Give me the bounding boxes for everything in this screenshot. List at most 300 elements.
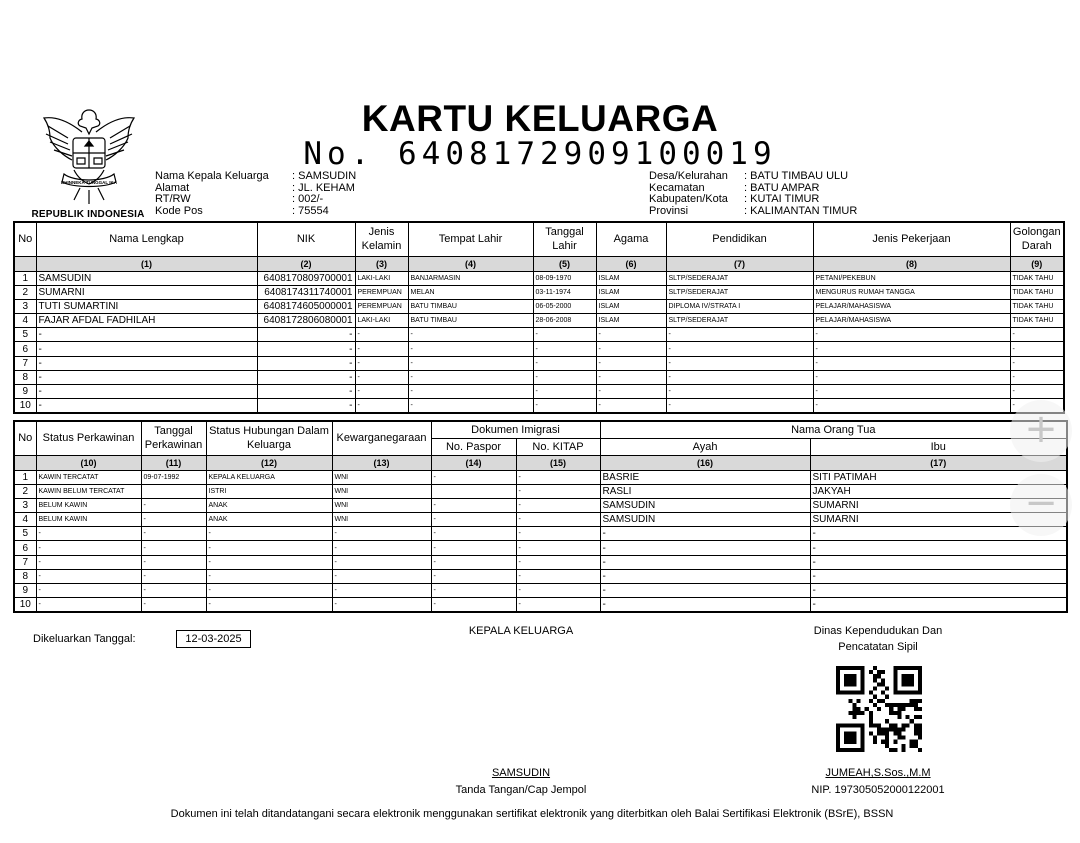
- col-header-mother: Ibu: [810, 438, 1067, 455]
- marriage-date: -: [141, 527, 206, 541]
- emblem-caption: REPUBLIK INDONESIA: [31, 209, 145, 220]
- citizenship: WNI: [332, 470, 431, 484]
- qr-module: [910, 674, 914, 678]
- member-nik: -: [257, 328, 355, 342]
- row-number: 10: [14, 399, 36, 414]
- col-header-no: No: [14, 421, 36, 455]
- qr-module: [918, 707, 922, 711]
- qr-module: [902, 691, 906, 695]
- qr-module: [844, 674, 848, 678]
- table-row: [14, 498, 1067, 512]
- qr-module: [902, 723, 906, 727]
- member-education: -: [666, 328, 813, 342]
- qr-module: [873, 674, 877, 678]
- marital-status: -: [36, 555, 141, 569]
- member-blood-type: TIDAK TAHU: [1010, 285, 1064, 299]
- family-relation: ANAK: [206, 498, 332, 512]
- table-row: [14, 541, 1067, 555]
- member-education: SLTP/SEDERAJAT: [666, 285, 813, 299]
- member-gender: PEREMPUAN: [355, 285, 408, 299]
- col-header-marriage-date: Tanggal Perkawinan: [141, 421, 206, 455]
- member-birthdate: 06-05-2000: [533, 299, 596, 313]
- row-number: 9: [14, 584, 36, 598]
- member-religion: -: [596, 342, 666, 356]
- qr-module: [877, 707, 881, 711]
- electronic-signature-note: Dokumen ini telah ditandatangani secara elektronik menggunakan sertifikat elektronik yang diterbitkan oleh Balai Sertifikasi Elektronik (BSrE), BSSN: [170, 808, 894, 820]
- qr-module: [852, 740, 856, 744]
- member-gender: -: [355, 399, 408, 414]
- member-religion: -: [596, 385, 666, 399]
- qr-module: [906, 715, 910, 719]
- qr-module: [918, 732, 922, 736]
- qr-module: [873, 686, 877, 690]
- table-row: [14, 385, 1064, 399]
- mother-name: -: [810, 555, 1067, 569]
- qr-module: [836, 736, 840, 740]
- info-row-regency: [649, 194, 857, 206]
- family-relation: ANAK: [206, 513, 332, 527]
- father-name: -: [600, 584, 810, 598]
- qr-module: [836, 686, 840, 690]
- member-education: -: [666, 399, 813, 414]
- member-birthdate: -: [533, 328, 596, 342]
- row-number: 3: [14, 498, 36, 512]
- table-row: [14, 356, 1064, 370]
- qr-module: [852, 666, 856, 670]
- qr-module: [914, 703, 918, 707]
- member-religion: ISLAM: [596, 299, 666, 313]
- qr-module: [889, 748, 893, 752]
- col-header-marital-status: Status Perkawinan: [36, 421, 141, 455]
- qr-module: [861, 740, 865, 744]
- qr-module: [852, 723, 856, 727]
- marital-status: -: [36, 569, 141, 583]
- passport-number: -: [431, 569, 516, 583]
- qr-module: [848, 674, 852, 678]
- member-birthplace: -: [408, 399, 533, 414]
- member-occupation: -: [813, 399, 1010, 414]
- qr-module: [848, 666, 852, 670]
- member-birthplace: BATU TIMBAU: [408, 314, 533, 328]
- qr-module: [848, 748, 852, 752]
- col-number: (6): [596, 256, 666, 271]
- father-name: -: [600, 569, 810, 583]
- member-birthdate: -: [533, 385, 596, 399]
- qr-module: [893, 740, 897, 744]
- info-value: : JL. KEHAM: [292, 181, 355, 194]
- col-number: (1): [36, 256, 257, 271]
- qr-module: [885, 732, 889, 736]
- qr-module: [918, 748, 922, 752]
- qr-module: [910, 744, 914, 748]
- family-status-body: [14, 470, 1067, 612]
- mother-name: -: [810, 569, 1067, 583]
- info-value: : BATU TIMBAU ULU: [744, 170, 849, 182]
- member-birthplace: -: [408, 356, 533, 370]
- qr-module: [869, 719, 873, 723]
- qr-module: [881, 678, 885, 682]
- marital-status: BELUM KAWIN: [36, 498, 141, 512]
- table-row: [14, 285, 1064, 299]
- row-number: 6: [14, 541, 36, 555]
- father-name: -: [600, 527, 810, 541]
- qr-module: [902, 674, 906, 678]
- qr-module: [885, 695, 889, 699]
- col-header-birthplace: Tempat Lahir: [408, 222, 533, 256]
- member-name: FAJAR AFDAL FADHILAH: [36, 314, 257, 328]
- citizenship: WNI: [332, 498, 431, 512]
- marital-status: BELUM KAWIN: [36, 513, 141, 527]
- qr-module: [852, 748, 856, 752]
- qr-module: [861, 732, 865, 736]
- family-relation: ISTRI: [206, 484, 332, 498]
- qr-module: [861, 723, 865, 727]
- qr-module: [885, 703, 889, 707]
- qr-module: [836, 670, 840, 674]
- qr-module: [918, 678, 922, 682]
- signature-caption: Tanda Tangan/Cap Jempol: [455, 784, 587, 796]
- qr-module: [910, 682, 914, 686]
- passport-number: -: [431, 584, 516, 598]
- qr-module: [848, 691, 852, 695]
- qr-module: [877, 723, 881, 727]
- zoom-out-button[interactable]: −: [1010, 474, 1072, 536]
- qr-module: [873, 678, 877, 682]
- member-birthdate: -: [533, 370, 596, 384]
- member-gender: LAKI-LAKI: [355, 314, 408, 328]
- citizenship: -: [332, 598, 431, 613]
- qr-module: [906, 703, 910, 707]
- table-row: [14, 584, 1067, 598]
- citizenship: -: [332, 569, 431, 583]
- qr-module: [844, 736, 848, 740]
- kitap-number: -: [516, 541, 600, 555]
- qr-module: [902, 748, 906, 752]
- qr-module: [885, 686, 889, 690]
- document-title: KARTU KELUARGA: [361, 98, 719, 139]
- citizenship: -: [332, 555, 431, 569]
- father-name: RASLI: [600, 484, 810, 498]
- qr-module: [877, 732, 881, 736]
- qr-module: [856, 723, 860, 727]
- member-blood-type: -: [1010, 342, 1064, 356]
- member-birthdate: -: [533, 356, 596, 370]
- row-number: 10: [14, 598, 36, 613]
- mother-name: -: [810, 541, 1067, 555]
- qr-module: [836, 727, 840, 731]
- qr-module: [897, 727, 901, 731]
- col-number: (15): [516, 455, 600, 470]
- citizenship: -: [332, 541, 431, 555]
- row-number: 4: [14, 314, 36, 328]
- member-occupation: -: [813, 342, 1010, 356]
- col-header-family-relation: Status Hubungan Dalam Keluarga: [206, 421, 332, 455]
- row-number: 8: [14, 370, 36, 384]
- family-info-left: [155, 171, 356, 217]
- qr-module: [902, 744, 906, 748]
- member-birthdate: 08-09-1970: [533, 271, 596, 285]
- qr-module: [889, 727, 893, 731]
- info-label: Desa/Kelurahan: [649, 170, 728, 182]
- marital-status: KAWIN TERCATAT: [36, 470, 141, 484]
- marital-status: -: [36, 584, 141, 598]
- member-occupation: -: [813, 356, 1010, 370]
- citizenship: WNI: [332, 484, 431, 498]
- kitap-number: -: [516, 527, 600, 541]
- mother-name: JAKYAH: [810, 484, 1067, 498]
- qr-module: [865, 707, 869, 711]
- zoom-in-button[interactable]: +: [1010, 400, 1072, 462]
- head-of-family-name: SAMSUDIN: [491, 767, 551, 779]
- col-number: (10): [36, 455, 141, 470]
- qr-module: [869, 691, 873, 695]
- qr-module: [893, 727, 897, 731]
- member-name: -: [36, 342, 257, 356]
- row-number: 1: [14, 271, 36, 285]
- qr-module: [897, 736, 901, 740]
- col-number: (16): [600, 455, 810, 470]
- member-gender: -: [355, 356, 408, 370]
- qr-module: [893, 682, 897, 686]
- col-number: (5): [533, 256, 596, 271]
- member-gender: PEREMPUAN: [355, 299, 408, 313]
- qr-module: [906, 691, 910, 695]
- qr-module: [897, 732, 901, 736]
- col-header-nik: NIK: [257, 222, 355, 256]
- info-value: : KALIMANTAN TIMUR: [744, 204, 858, 217]
- qr-module: [877, 699, 881, 703]
- col-number-blank: [14, 256, 36, 271]
- qr-module: [897, 703, 901, 707]
- member-blood-type: -: [1010, 356, 1064, 370]
- qr-module: [914, 732, 918, 736]
- office-name-line2: Pencatatan Sipil: [838, 641, 918, 653]
- table-row: [14, 555, 1067, 569]
- qr-module: [918, 666, 922, 670]
- qr-module: [910, 719, 914, 723]
- col-number: (14): [431, 455, 516, 470]
- citizenship: -: [332, 584, 431, 598]
- table-row: [14, 370, 1064, 384]
- qr-module: [861, 748, 865, 752]
- member-occupation: PETANI/PEKEBUN: [813, 271, 1010, 285]
- qr-module: [844, 682, 848, 686]
- qr-module: [881, 740, 885, 744]
- member-birthplace: -: [408, 342, 533, 356]
- qr-module: [906, 678, 910, 682]
- qr-module: [840, 666, 844, 670]
- qr-module: [856, 691, 860, 695]
- member-occupation: -: [813, 385, 1010, 399]
- qr-module: [844, 748, 848, 752]
- qr-code: [836, 666, 922, 752]
- row-number: 3: [14, 299, 36, 313]
- qr-module: [848, 699, 852, 703]
- member-birthplace: MELAN: [408, 285, 533, 299]
- qr-module: [902, 736, 906, 740]
- qr-module: [910, 678, 914, 682]
- info-value: : 75554: [292, 204, 329, 217]
- marriage-date: -: [141, 598, 206, 613]
- qr-module: [852, 707, 856, 711]
- col-number: (3): [355, 256, 408, 271]
- info-row-rtrw: [155, 194, 356, 206]
- table-row: [14, 484, 1067, 498]
- info-label: RT/RW: [155, 193, 191, 205]
- col-number: (8): [813, 256, 1010, 271]
- marriage-date: -: [141, 541, 206, 555]
- mother-name: -: [810, 527, 1067, 541]
- member-birthdate: 28-06-2008: [533, 314, 596, 328]
- family-relation: -: [206, 598, 332, 613]
- qr-module: [914, 723, 918, 727]
- qr-module: [861, 686, 865, 690]
- kitap-number: -: [516, 484, 600, 498]
- info-value: : 002/-: [292, 193, 324, 205]
- qr-module: [848, 682, 852, 686]
- col-number: (4): [408, 256, 533, 271]
- qr-module: [889, 711, 893, 715]
- passport-number: -: [431, 527, 516, 541]
- passport-number: -: [431, 541, 516, 555]
- member-blood-type: -: [1010, 385, 1064, 399]
- member-occupation: PELAJAR/MAHASISWA: [813, 299, 1010, 313]
- qr-module: [893, 674, 897, 678]
- table-row: [14, 314, 1064, 328]
- qr-module: [914, 715, 918, 719]
- qr-module: [914, 744, 918, 748]
- passport-number: -: [431, 470, 516, 484]
- table-row: [14, 299, 1064, 313]
- member-name: SUMARNI: [36, 285, 257, 299]
- col-header-immigration-docs: Dokumen Imigrasi: [431, 421, 600, 438]
- qr-module: [914, 727, 918, 731]
- qr-module: [873, 703, 877, 707]
- qr-module: [844, 732, 848, 736]
- member-education: DIPLOMA IV/STRATA I: [666, 299, 813, 313]
- qr-module: [873, 695, 877, 699]
- citizenship: -: [332, 527, 431, 541]
- qr-module: [906, 682, 910, 686]
- col-header-blood-type: Golongan Darah: [1010, 222, 1064, 256]
- member-religion: -: [596, 356, 666, 370]
- info-label: Kode Pos: [155, 204, 203, 217]
- qr-module: [885, 719, 889, 723]
- info-row-postcode: [155, 206, 356, 218]
- kitap-number: -: [516, 470, 600, 484]
- father-name: -: [600, 541, 810, 555]
- qr-module: [840, 691, 844, 695]
- father-name: SAMSUDIN: [600, 498, 810, 512]
- member-education: SLTP/SEDERAJAT: [666, 271, 813, 285]
- member-religion: -: [596, 328, 666, 342]
- info-label: Kabupaten/Kota: [649, 193, 728, 205]
- qr-module: [910, 703, 914, 707]
- qr-module: [852, 736, 856, 740]
- marriage-date: -: [141, 555, 206, 569]
- qr-module: [918, 670, 922, 674]
- col-number: (2): [257, 256, 355, 271]
- member-gender: -: [355, 385, 408, 399]
- qr-module: [910, 691, 914, 695]
- kitap-number: -: [516, 555, 600, 569]
- qr-module: [856, 666, 860, 670]
- col-header-gender: Jenis Kelamin: [355, 222, 408, 256]
- table-row: [14, 328, 1064, 342]
- mother-name: SUMARNI: [810, 513, 1067, 527]
- member-name: -: [36, 370, 257, 384]
- marital-status: -: [36, 541, 141, 555]
- col-header-name: Nama Lengkap: [36, 222, 257, 256]
- member-name: TUTI SUMARTINI: [36, 299, 257, 313]
- table-row: [14, 399, 1064, 414]
- member-nik: 6408172806080001: [257, 314, 355, 328]
- qr-module: [836, 723, 840, 727]
- qr-module: [848, 723, 852, 727]
- col-number: (13): [332, 455, 431, 470]
- qr-module: [893, 703, 897, 707]
- qr-module: [852, 703, 856, 707]
- col-header-no: No: [14, 222, 36, 256]
- member-birthplace: BANJARMASIN: [408, 271, 533, 285]
- row-number: 2: [14, 484, 36, 498]
- qr-module: [852, 682, 856, 686]
- father-name: -: [600, 555, 810, 569]
- member-blood-type: TIDAK TAHU: [1010, 271, 1064, 285]
- family-relation: -: [206, 541, 332, 555]
- official-nip: NIP. 197305052000122001: [811, 784, 945, 796]
- qr-module: [914, 666, 918, 670]
- member-birthplace: BATU TIMBAU: [408, 299, 533, 313]
- table-row: [14, 513, 1067, 527]
- qr-module: [885, 736, 889, 740]
- qr-module: [885, 744, 889, 748]
- qr-module: [918, 699, 922, 703]
- info-value: : SAMSUDIN: [292, 170, 357, 182]
- qr-module: [848, 732, 852, 736]
- marriage-date: -: [141, 498, 206, 512]
- qr-module: [869, 732, 873, 736]
- info-label: Nama Kepala Keluarga: [155, 170, 269, 182]
- member-occupation: -: [813, 370, 1010, 384]
- info-row-province: [649, 206, 857, 218]
- qr-module: [873, 666, 877, 670]
- row-number: 5: [14, 328, 36, 342]
- qr-module: [906, 674, 910, 678]
- qr-module: [881, 691, 885, 695]
- marriage-date: 09-07-1992: [141, 470, 206, 484]
- qr-module: [897, 715, 901, 719]
- kitap-number: -: [516, 598, 600, 613]
- marriage-date: -: [141, 584, 206, 598]
- qr-module: [844, 678, 848, 682]
- col-header-birthdate: Tanggal Lahir: [533, 222, 596, 256]
- qr-module: [910, 666, 914, 670]
- col-header-father: Ayah: [600, 438, 810, 455]
- qr-module: [902, 666, 906, 670]
- row-number: 4: [14, 513, 36, 527]
- qr-module: [885, 727, 889, 731]
- mother-name: SUMARNI: [810, 498, 1067, 512]
- table-row: [14, 470, 1067, 484]
- qr-module: [889, 723, 893, 727]
- qr-module: [918, 682, 922, 686]
- kitap-number: -: [516, 498, 600, 512]
- qr-module: [836, 674, 840, 678]
- col-number-blank: [14, 455, 36, 470]
- marriage-date: -: [141, 569, 206, 583]
- col-number: (12): [206, 455, 332, 470]
